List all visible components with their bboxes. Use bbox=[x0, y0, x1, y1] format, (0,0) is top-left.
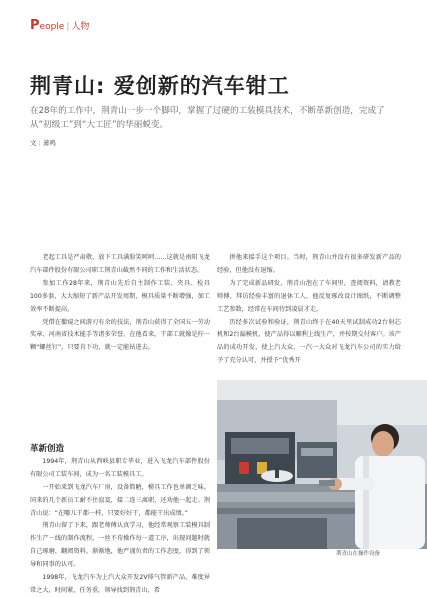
paragraph: 1994年，荆青山从西峡县职专毕业，进入飞龙汽车部件股份有限公司工装车间，成为一名工装模具工。 bbox=[30, 457, 210, 478]
paragraph: 凭借在衢窥之间游刃有余的技法，荆青山获得了全国五一劳动奖章、河南省技术能手等诸多荣誉。在他看来，干部工就像是拧一颗“螺丝钉”，只要肯下功，就一定能钻进去。 bbox=[30, 318, 210, 352]
paragraph: 一开始来到飞龙汽车厂房，设备简陋，模具工作也单调乏味。同来的几个新员工耐不住寂寞，接二连三离职，还劝他一起走。荆青山说：“在哪儿干都一样，只要好好干，都能干出成绩。” bbox=[30, 483, 210, 517]
photo-caption: 荆青山在操作设备 bbox=[336, 551, 381, 557]
section-label-initial: P bbox=[30, 18, 40, 33]
paragraph: 参加工作28年来，荆青山先后自主制作工装、夹具、检具100多套，大大缩短了新产品开发周期，模具质量不断增强，加工效率不断提高。 bbox=[30, 279, 210, 313]
worker-photo bbox=[217, 380, 427, 549]
paragraph: 为了完成新品研发，荆青山泡在了车间里，查阅资料，请教老师傅，拜访经验丰富的退休工人，他反复琢改设计图纸，不断调整工艺参数，经常在车间待到凌晨才走。 bbox=[217, 279, 401, 313]
byline bbox=[30, 138, 56, 147]
paragraph: 老起工具是严肃敬，放下工具满脸笑呵呵……这就是南阳飞龙汽车部件股份有限公司职工荆青山截然不同的工作和生活状态。 bbox=[30, 254, 210, 274]
byline-author: 萧鸣 bbox=[42, 139, 56, 147]
article-column-right bbox=[217, 252, 401, 368]
article-title: 荆青山: 爱创新的汽车钳工 bbox=[30, 74, 290, 98]
section-heading: 革新创造 bbox=[30, 444, 65, 454]
section-label-cn: 人物 bbox=[71, 22, 90, 32]
article-column-left-bottom bbox=[30, 443, 210, 598]
byline-separator: | bbox=[36, 139, 43, 147]
paragraph: 历经多次试验和验证，荆青山终于在40天里试制成功2台射芯机和2台漏模机，使产品得以顺利上线生产，并按期交付客户。该产品的成功开发，使上汽大众、一汽一大众对飞龙汽车公司的实力给予了充分认可，并授予“优秀开 bbox=[217, 318, 401, 365]
paragraph: 荆青山留了下来，跟老师傅认真学习，他经常观察工装模具制作生产一线的制作流程，一丝不苟操作每一道工序，出现问题时就自己琢磨，翻阅资料，渐渐地，他严谨负责的工作态度，得到了领导和同事的认可。 bbox=[30, 522, 210, 569]
article-column-left-top bbox=[30, 252, 210, 355]
section-label bbox=[30, 18, 89, 33]
section-separator: | bbox=[66, 22, 70, 32]
paragraph: 拼他来接手这个项目。当时，荆青山并没有很多研发新产品的经验，但他没有退缩。 bbox=[217, 254, 401, 274]
section-label-en: eople bbox=[39, 22, 65, 32]
byline-prefix: 文 bbox=[30, 139, 37, 147]
paragraph: 1998年，飞龙汽车为上汽大众开发2V排气管新产品，难度异常之大，时间紧，任务重，领导找到荆青山，希 bbox=[30, 574, 210, 594]
article-subtitle: 在28年的工作中，荆青山一步一个脚印，掌握了过硬的工装模具技术，不断革新创造，完成了从“初级工”到“大工匠”的华丽蜕变。 bbox=[30, 106, 385, 130]
factory-scene-illustration bbox=[217, 380, 427, 549]
